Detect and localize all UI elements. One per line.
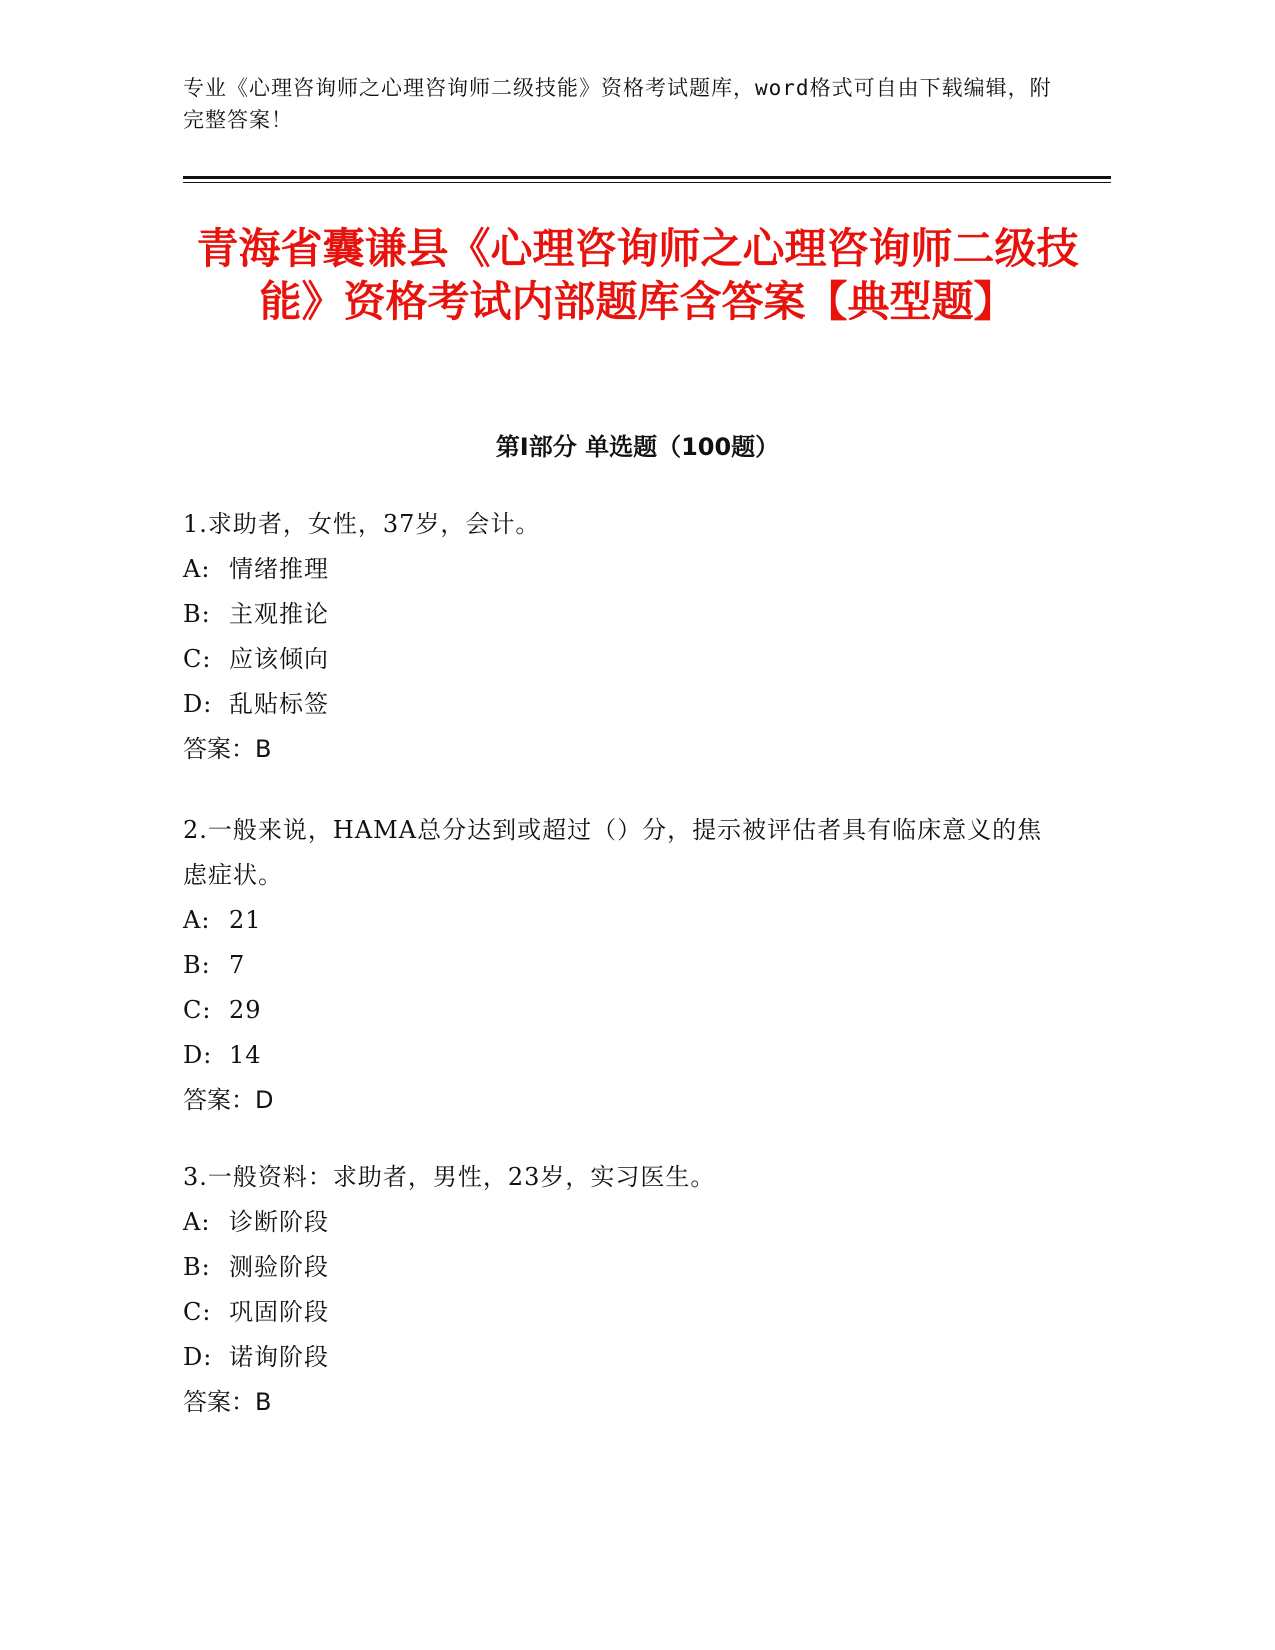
option-d bbox=[183, 1033, 1063, 1078]
document-title: 青海省囊谦县《心理咨询师之心理咨询师二级技能》资格考试内部题库含答案【典型题】 bbox=[196, 224, 1079, 326]
option-a bbox=[183, 547, 1063, 592]
option-d bbox=[183, 682, 1063, 727]
option-b bbox=[183, 943, 1063, 988]
question-2 bbox=[183, 808, 1063, 1123]
option-letter: C: bbox=[183, 996, 212, 1024]
option-text: 主观推论 bbox=[229, 600, 329, 628]
answer: 答案：D bbox=[183, 1086, 274, 1114]
option-text: 巩固阶段 bbox=[229, 1298, 329, 1326]
option-text: 7 bbox=[229, 951, 246, 979]
option-text: 21 bbox=[229, 906, 262, 934]
option-a bbox=[183, 1200, 1063, 1245]
question-3 bbox=[183, 1155, 1063, 1425]
option-d bbox=[183, 1335, 1063, 1380]
option-text: 测验阶段 bbox=[229, 1253, 329, 1281]
option-text: 29 bbox=[229, 996, 262, 1024]
option-letter: C: bbox=[183, 1298, 212, 1326]
option-letter: B: bbox=[183, 600, 211, 628]
option-text: 14 bbox=[229, 1041, 262, 1069]
section-heading: 第Ⅰ部分 单选题（100题） bbox=[495, 433, 780, 461]
option-text: 诺询阶段 bbox=[229, 1343, 329, 1371]
header-divider-thick bbox=[183, 176, 1111, 179]
option-c bbox=[183, 1290, 1063, 1335]
option-c bbox=[183, 637, 1063, 682]
option-letter: B: bbox=[183, 951, 211, 979]
option-text: 诊断阶段 bbox=[229, 1208, 329, 1236]
option-b bbox=[183, 592, 1063, 637]
option-text: 乱贴标签 bbox=[229, 690, 329, 718]
option-letter: B: bbox=[183, 1253, 211, 1281]
question-stem: 1.求助者，女性，37岁，会计。 bbox=[183, 510, 541, 538]
option-a bbox=[183, 898, 1063, 943]
question-1 bbox=[183, 502, 1063, 772]
option-letter: A: bbox=[183, 906, 211, 934]
option-letter: D: bbox=[183, 1041, 213, 1069]
header-divider-thin bbox=[183, 182, 1111, 183]
option-letter: A: bbox=[183, 555, 211, 583]
option-c bbox=[183, 988, 1063, 1033]
option-text: 应该倾向 bbox=[229, 645, 329, 673]
option-b bbox=[183, 1245, 1063, 1290]
option-letter: D: bbox=[183, 690, 213, 718]
question-stem: 3.一般资料：求助者，男性，23岁，实习医生。 bbox=[183, 1163, 716, 1191]
answer: 答案：B bbox=[183, 1388, 272, 1416]
question-stem: 2.一般来说，HAMA总分达到或超过（）分，提示被评估者具有临床意义的焦虑症状。 bbox=[183, 816, 1043, 889]
answer: 答案：B bbox=[183, 735, 272, 763]
option-letter: A: bbox=[183, 1208, 211, 1236]
option-letter: C: bbox=[183, 645, 212, 673]
option-letter: D: bbox=[183, 1343, 213, 1371]
header-note: 专业《心理咨询师之心理咨询师二级技能》资格考试题库，word格式可自由下载编辑，附完整答案！ bbox=[183, 76, 1052, 132]
option-text: 情绪推理 bbox=[229, 555, 329, 583]
